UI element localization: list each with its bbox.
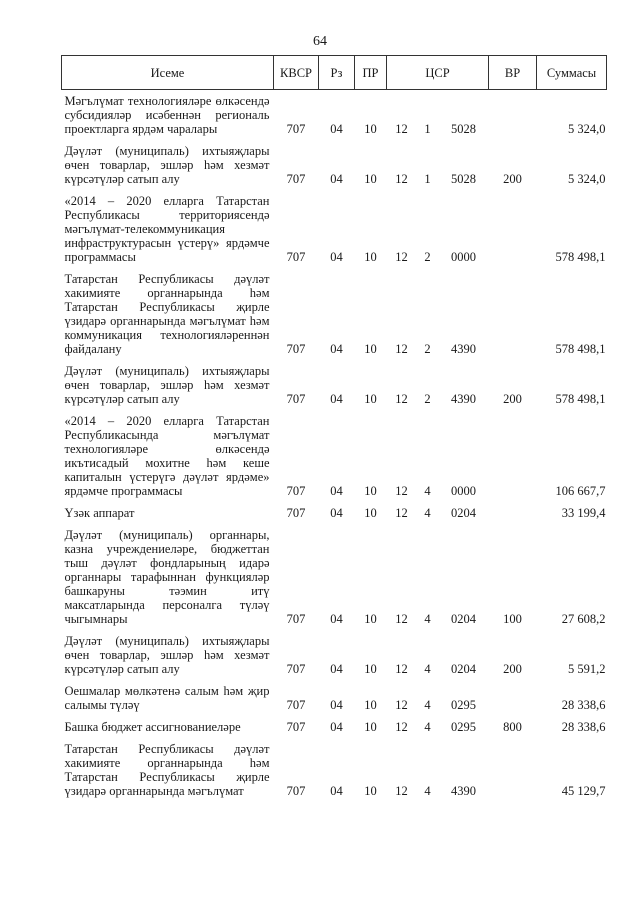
cell-kvsr: 707 xyxy=(286,612,306,626)
cell-vr xyxy=(489,410,537,502)
cell-amount: 578 498,1 xyxy=(555,392,606,406)
cell-csr-direction: 0295 xyxy=(451,698,476,712)
table-row xyxy=(62,524,607,630)
table-row xyxy=(62,190,607,268)
cell-rz: 04 xyxy=(330,720,343,734)
cell-csr-direction: 0204 xyxy=(451,506,476,520)
cell-amount: 5 324,0 xyxy=(568,122,606,136)
cell-amount: 45 129,7 xyxy=(561,784,606,798)
header-pr: ПР xyxy=(355,56,387,90)
cell-csr-program: 12 xyxy=(395,698,408,712)
budget-table xyxy=(61,55,607,802)
cell-csr-direction: 5028 xyxy=(451,172,476,186)
table-row xyxy=(62,502,607,524)
cell-name: Дәүләт (муниципаль) органнары, казна учреждениеләре, бюджеттан тыш дәүләт фондларының идарә органнары тарафыннан функцияләр башкаруны тәэмин итү максатларында персоналга түләү чыгымнары xyxy=(64,528,270,626)
cell-amount: 578 498,1 xyxy=(555,342,606,356)
cell-csr-direction: 0000 xyxy=(451,484,476,498)
cell-rz: 04 xyxy=(330,122,343,136)
table-row xyxy=(62,630,607,680)
cell-kvsr: 707 xyxy=(286,662,306,676)
cell-amount: 28 338,6 xyxy=(561,720,606,734)
cell-vr: 800 xyxy=(503,720,522,734)
cell-csr-program: 12 xyxy=(395,392,408,406)
header-vr: ВР xyxy=(489,56,537,90)
cell-csr-program: 12 xyxy=(395,784,408,798)
cell-kvsr: 707 xyxy=(286,122,306,136)
table-row xyxy=(62,90,607,140)
cell-rz: 04 xyxy=(330,250,343,264)
cell-amount: 5 591,2 xyxy=(568,662,606,676)
cell-csr-subprogram: 4 xyxy=(424,484,431,498)
table-row xyxy=(62,738,607,802)
cell-name: Дәүләт (муниципаль) ихтыяҗлары өчен товарлар, эшләр һәм хезмәт күрсәтүләр сатып алу xyxy=(64,634,270,676)
cell-pr: 10 xyxy=(364,392,377,406)
cell-amount: 27 608,2 xyxy=(561,612,606,626)
cell-csr-subprogram: 2 xyxy=(424,392,431,406)
cell-name: Мәгълүмат технологияләре өлкәсендә субсидияләр исәбеннән региональ проектларга ярдәм чаралары xyxy=(64,94,270,136)
cell-rz: 04 xyxy=(330,698,343,712)
cell-kvsr: 707 xyxy=(286,784,306,798)
cell-kvsr: 707 xyxy=(286,342,306,356)
cell-amount: 578 498,1 xyxy=(555,250,606,264)
cell-amount: 33 199,4 xyxy=(561,506,606,520)
cell-kvsr: 707 xyxy=(286,698,306,712)
cell-pr: 10 xyxy=(364,122,377,136)
table-row xyxy=(62,268,607,360)
cell-csr-program: 12 xyxy=(395,484,408,498)
cell-name: Башка бюджет ассигнованиеләре xyxy=(64,720,241,734)
cell-csr-direction: 4390 xyxy=(451,392,476,406)
cell-pr: 10 xyxy=(364,172,377,186)
header-kvsr: КВСР xyxy=(274,56,319,90)
cell-kvsr: 707 xyxy=(286,172,306,186)
cell-rz: 04 xyxy=(330,662,343,676)
table-row xyxy=(62,360,607,410)
cell-amount: 106 667,7 xyxy=(555,484,606,498)
cell-name: Дәүләт (муниципаль) ихтыяҗлары өчен товарлар, эшләр һәм хезмәт күрсәтүләр сатып алу xyxy=(64,364,270,406)
cell-kvsr: 707 xyxy=(286,250,306,264)
cell-csr-program: 12 xyxy=(395,172,408,186)
header-name: Исеме xyxy=(62,56,274,90)
cell-rz: 04 xyxy=(330,172,343,186)
cell-rz: 04 xyxy=(330,784,343,798)
cell-csr-direction: 0204 xyxy=(451,612,476,626)
cell-csr-program: 12 xyxy=(395,250,408,264)
cell-pr: 10 xyxy=(364,720,377,734)
cell-pr: 10 xyxy=(364,506,377,520)
cell-rz: 04 xyxy=(330,484,343,498)
cell-csr-direction: 0295 xyxy=(451,720,476,734)
cell-vr xyxy=(489,268,537,360)
cell-vr xyxy=(489,738,537,802)
cell-name: Үзәк аппарат xyxy=(64,506,135,520)
cell-csr-program: 12 xyxy=(395,720,408,734)
cell-pr: 10 xyxy=(364,662,377,676)
table-row xyxy=(62,410,607,502)
header-csr: ЦСР xyxy=(387,56,489,90)
page-number: 64 xyxy=(313,34,327,49)
cell-rz: 04 xyxy=(330,392,343,406)
cell-name: Дәүләт (муниципаль) ихтыяҗлары өчен товарлар, эшләр һәм хезмәт күрсәтүләр сатып алу xyxy=(64,144,270,186)
cell-vr: 200 xyxy=(503,172,522,186)
cell-csr-direction: 0204 xyxy=(451,662,476,676)
cell-csr-subprogram: 2 xyxy=(424,342,431,356)
cell-csr-subprogram: 1 xyxy=(424,172,431,186)
cell-csr-direction: 4390 xyxy=(451,342,476,356)
cell-csr-program: 12 xyxy=(395,612,408,626)
cell-csr-subprogram: 2 xyxy=(424,250,431,264)
cell-vr: 200 xyxy=(503,392,522,406)
cell-csr-subprogram: 4 xyxy=(424,784,431,798)
cell-csr-program: 12 xyxy=(395,342,408,356)
cell-csr-subprogram: 4 xyxy=(424,698,431,712)
cell-amount: 5 324,0 xyxy=(568,172,606,186)
cell-vr xyxy=(489,680,537,716)
cell-kvsr: 707 xyxy=(286,392,306,406)
cell-pr: 10 xyxy=(364,612,377,626)
cell-name: «2014 – 2020 елларга Татарстан Республикасы территориясендә мәгълүмат-телекоммуникация инфраструктурасын үстерү» ярдәмче программасы xyxy=(64,194,270,264)
cell-vr: 100 xyxy=(503,612,522,626)
cell-rz: 04 xyxy=(330,612,343,626)
cell-amount: 28 338,6 xyxy=(561,698,606,712)
cell-csr-program: 12 xyxy=(395,122,408,136)
cell-pr: 10 xyxy=(364,250,377,264)
cell-name: Татарстан Республикасы дәүләт хакимияте органнарында һәм Татарстан Республикасы җирле үзидарә органнарында мәгълүмат xyxy=(64,742,270,798)
cell-csr-subprogram: 4 xyxy=(424,662,431,676)
cell-pr: 10 xyxy=(364,784,377,798)
cell-pr: 10 xyxy=(364,484,377,498)
cell-name: Татарстан Республикасы дәүләт хакимияте органнарында һәм Татарстан Республикасы җирле үзидарә органнарында мәгълүмат һәм коммуникация технологияләреннән файдалану xyxy=(64,272,270,356)
cell-csr-subprogram: 1 xyxy=(424,122,431,136)
cell-rz: 04 xyxy=(330,342,343,356)
cell-csr-direction: 5028 xyxy=(451,122,476,136)
cell-rz: 04 xyxy=(330,506,343,520)
cell-pr: 10 xyxy=(364,342,377,356)
cell-kvsr: 707 xyxy=(286,506,306,520)
cell-csr-subprogram: 4 xyxy=(424,506,431,520)
cell-csr-program: 12 xyxy=(395,506,408,520)
table-row xyxy=(62,140,607,190)
cell-vr xyxy=(489,190,537,268)
cell-csr-program: 12 xyxy=(395,662,408,676)
table-header-row xyxy=(62,56,607,90)
header-rz: Рз xyxy=(319,56,355,90)
cell-pr: 10 xyxy=(364,698,377,712)
table-body xyxy=(62,90,607,802)
cell-name: Оешмалар мөлкәтенә салым һәм җир салымы түләү xyxy=(64,684,270,712)
cell-name: «2014 – 2020 елларга Татарстан Республикасында мәгълүмат технологияләре өлкәсендә икътисадый мохитне һәм кеше капиталын үстерүгә дәүләт ярдәме» ярдәмче программасы xyxy=(64,414,270,498)
cell-kvsr: 707 xyxy=(286,720,306,734)
cell-kvsr: 707 xyxy=(286,484,306,498)
header-sum: Суммасы xyxy=(537,56,607,90)
cell-vr xyxy=(489,502,537,524)
table-row xyxy=(62,680,607,716)
cell-vr: 200 xyxy=(503,662,522,676)
cell-csr-direction: 0000 xyxy=(451,250,476,264)
cell-csr-direction: 4390 xyxy=(451,784,476,798)
cell-csr-subprogram: 4 xyxy=(424,720,431,734)
cell-vr xyxy=(489,90,537,140)
cell-csr-subprogram: 4 xyxy=(424,612,431,626)
table-row xyxy=(62,716,607,738)
